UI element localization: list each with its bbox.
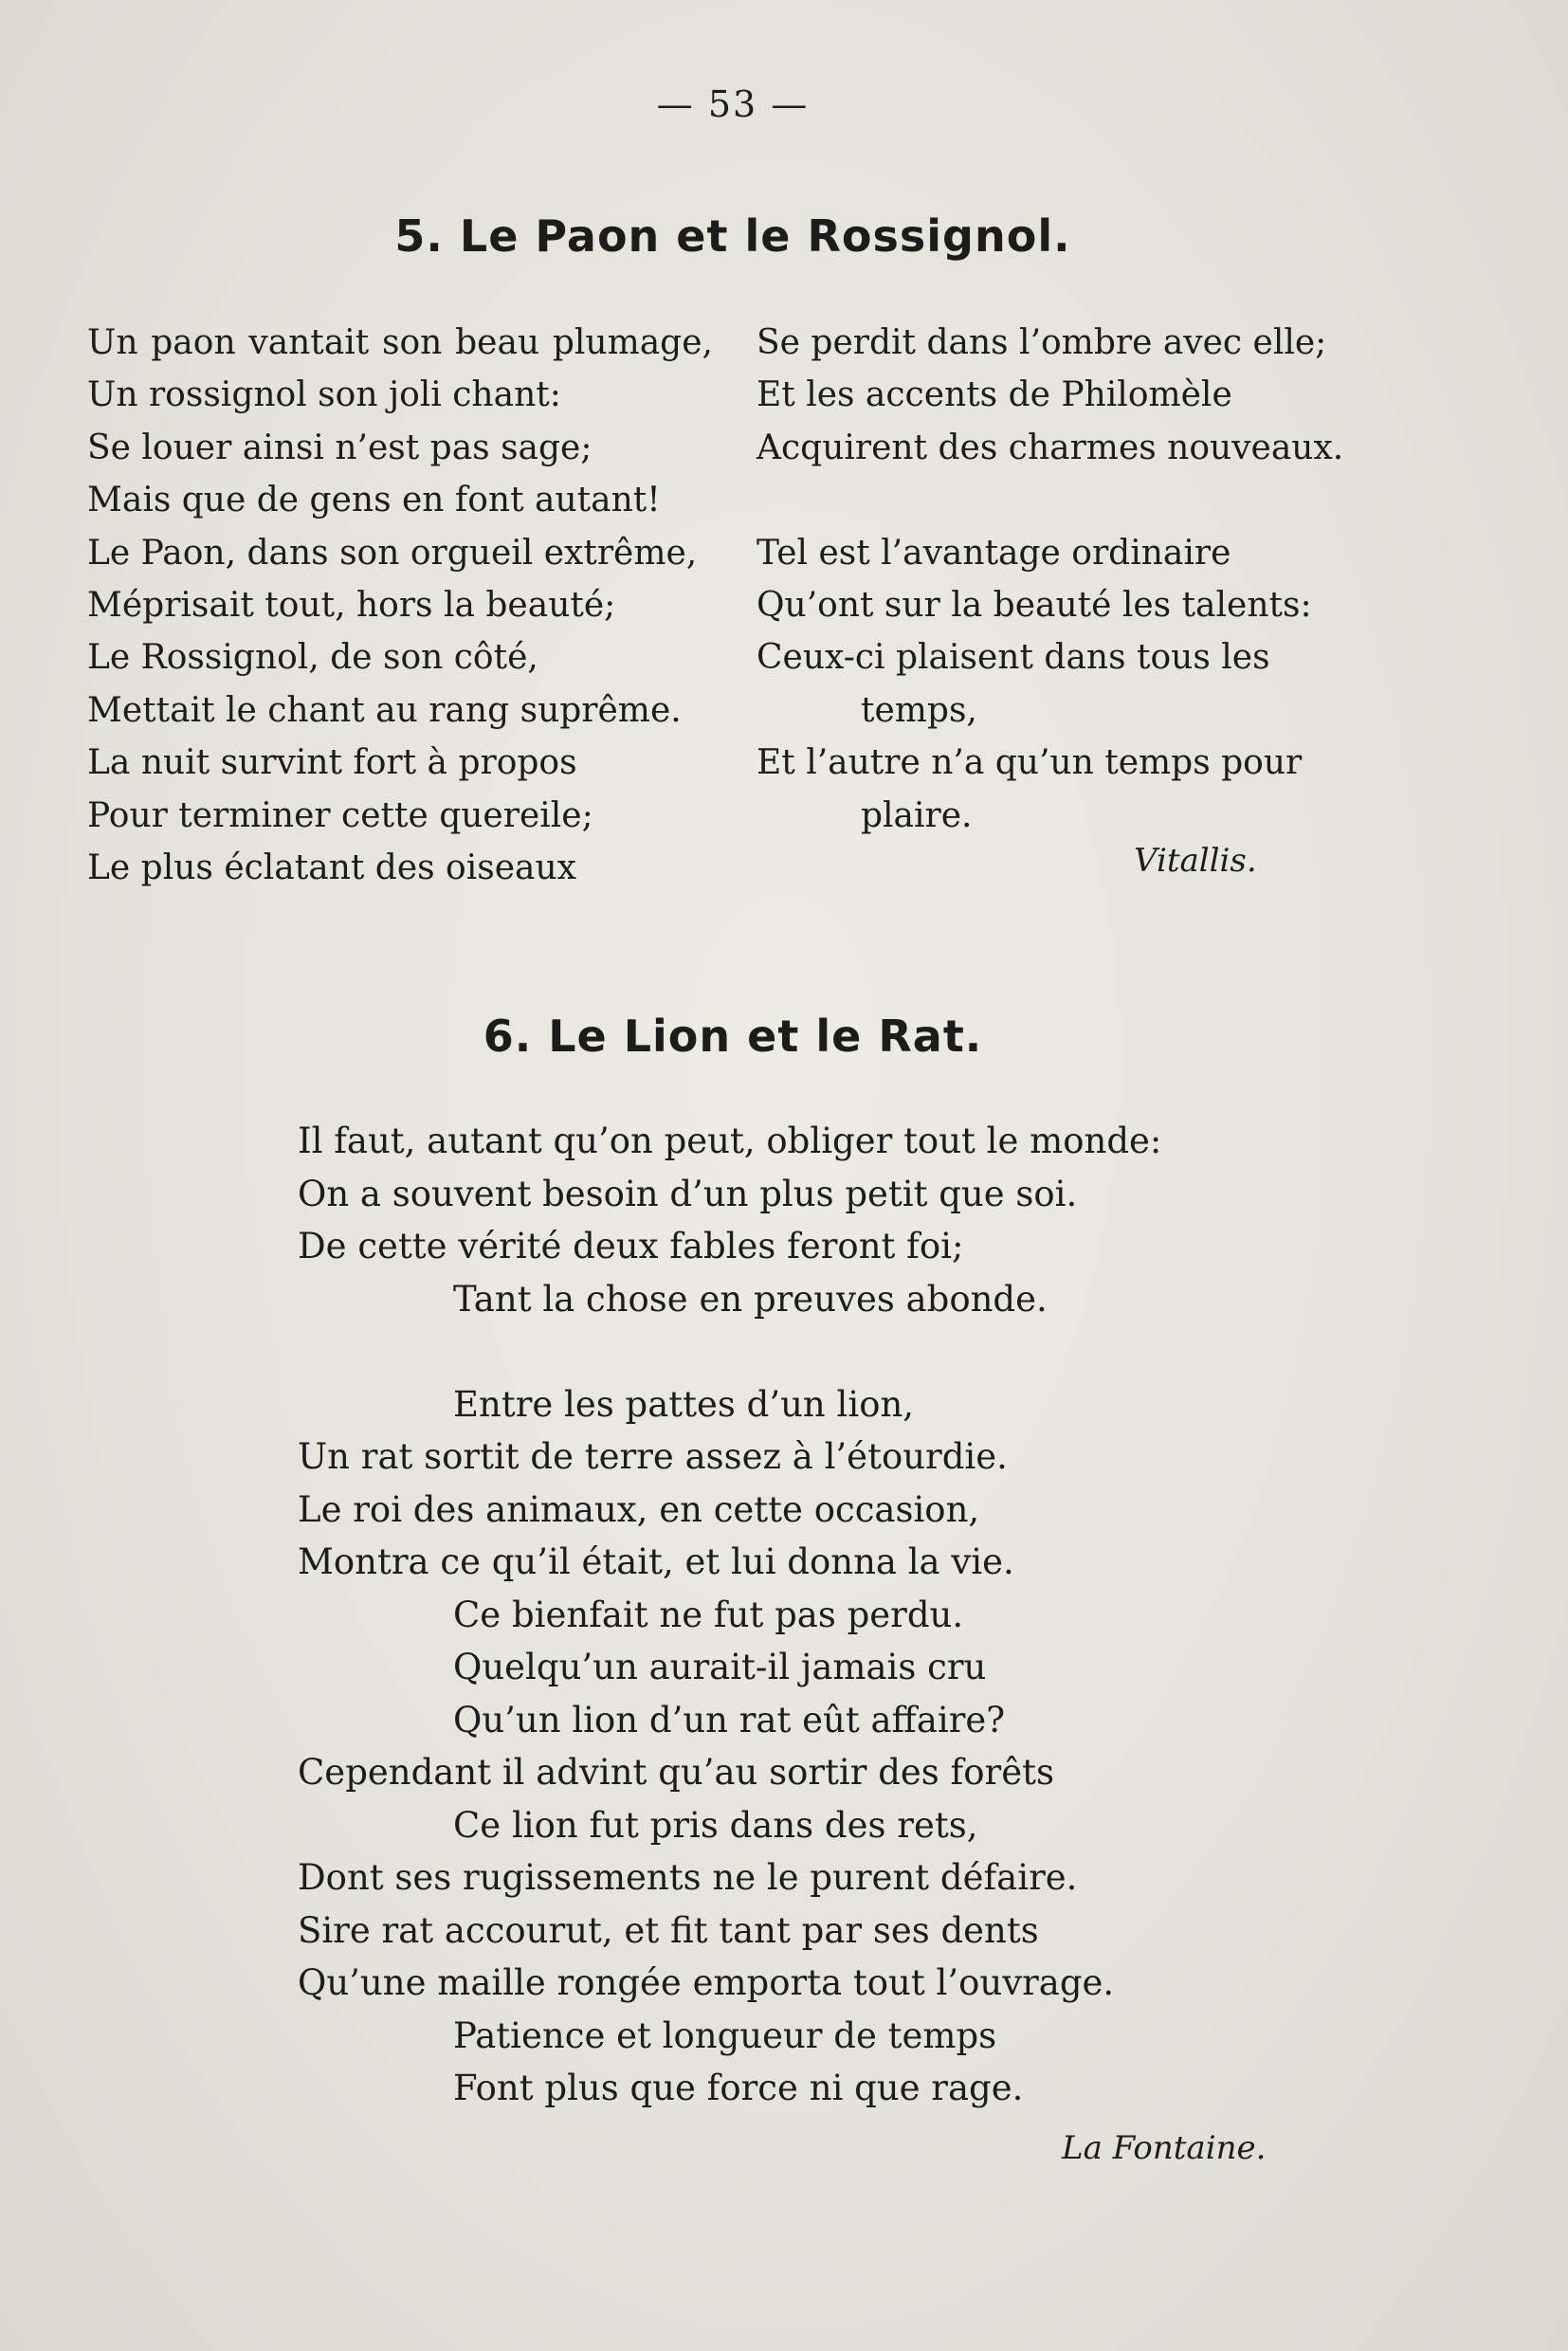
author-vitallis: Vitallis. [1134,842,1257,880]
poem-line: Qu’ont sur la beauté les talents: [757,585,1312,625]
poem-line: Qu’une maille rongée emporta tout l’ouvrage. [298,1962,1115,2003]
poem-line: Se louer ainsi n’est pas sage; [87,428,593,467]
poem-column-left [87,317,713,894]
page-number: — 53 — [656,83,810,125]
poem-column-right [757,317,1382,842]
poem-line: Un paon vantait son beau plumage, [87,323,713,362]
poem-line: La nuit survint fort à propos [87,743,577,783]
poem-line: Un rat sortit de terre assez à l’étourdie. [298,1436,1008,1477]
poem-line: Ce bienfait ne fut pas perdu. [453,1594,964,1635]
poem-line: Le Paon, dans son orgueil extrême, [87,533,698,573]
poem-line: Qu’un lion d’un rat eût affaire? [453,1699,1006,1740]
fable-title-lion-rat: 6. Le Lion et le Rat. [483,1011,983,1062]
poem-line: Ce lion fut pris dans des rets, [453,1804,978,1846]
poem-line: Le Rossignol, de son côté, [87,638,538,678]
poem-line: Il faut, autant qu’on peut, obliger tout le monde: [298,1121,1162,1161]
poem-line: Tel est l’avantage ordinaire [757,533,1231,573]
poem-line: Acquirent des charmes nouveaux. [757,428,1344,467]
fable-title-paon-rossignol: 5. Le Paon et le Rossignol. [394,210,1071,262]
poem-line: Patience et longueur de temps [453,2014,997,2056]
poem-line: Dont ses rugissements ne le purent défaire. [298,1857,1078,1898]
poem-line: On a souvent besoin d’un plus petit que soi. [298,1173,1078,1214]
poem-line: Pour terminer cette quereile; [87,795,593,835]
poem-line: Le roi des animaux, en cette occasion, [298,1488,980,1530]
stanza-gap [298,1325,1246,1378]
poem-line-continuation: temps, [861,690,977,730]
poem-line: Mettait le chant au rang suprême. [87,690,682,730]
poem-line: Et les accents de Philomèle [757,375,1232,415]
poem-line: Quelqu’un aurait-il jamais cru [453,1647,987,1687]
poem-line: Méprisait tout, hors la beauté; [87,585,616,625]
poem-line-continuation: plaire. [861,795,973,835]
poem-line: Sire rat accourut, et fit tant par ses dents [298,1909,1039,1951]
stanza-gap [757,474,1382,526]
poem-line: Tant la chose en preuves abonde. [453,1278,1048,1320]
poem-line: Ceux-ci plaisent dans tous les [757,638,1270,678]
poem-lion-rat [298,1115,1246,2115]
poem-line: Entre les pattes d’un lion, [453,1383,915,1425]
poem-line: Un rossignol son joli chant: [87,375,561,415]
poem-line: Montra ce qu’il était, et lui donna la vie. [298,1541,1014,1582]
poem-line: Et l’autre n’a qu’un temps pour [757,743,1303,783]
poem-line: Le plus éclatant des oiseaux [87,847,576,887]
poem-line: Se perdit dans l’ombre avec elle; [757,323,1327,362]
poem-line: Cependant il advint qu’au sortir des forêts [298,1752,1054,1793]
author-la-fontaine: La Fontaine. [1062,2129,1267,2167]
poem-line: Font plus que force ni que rage. [453,2068,1024,2108]
poem-line: De cette vérité deux fables feront foi; [298,1226,964,1267]
poem-line: Mais que de gens en font autant! [87,481,661,520]
